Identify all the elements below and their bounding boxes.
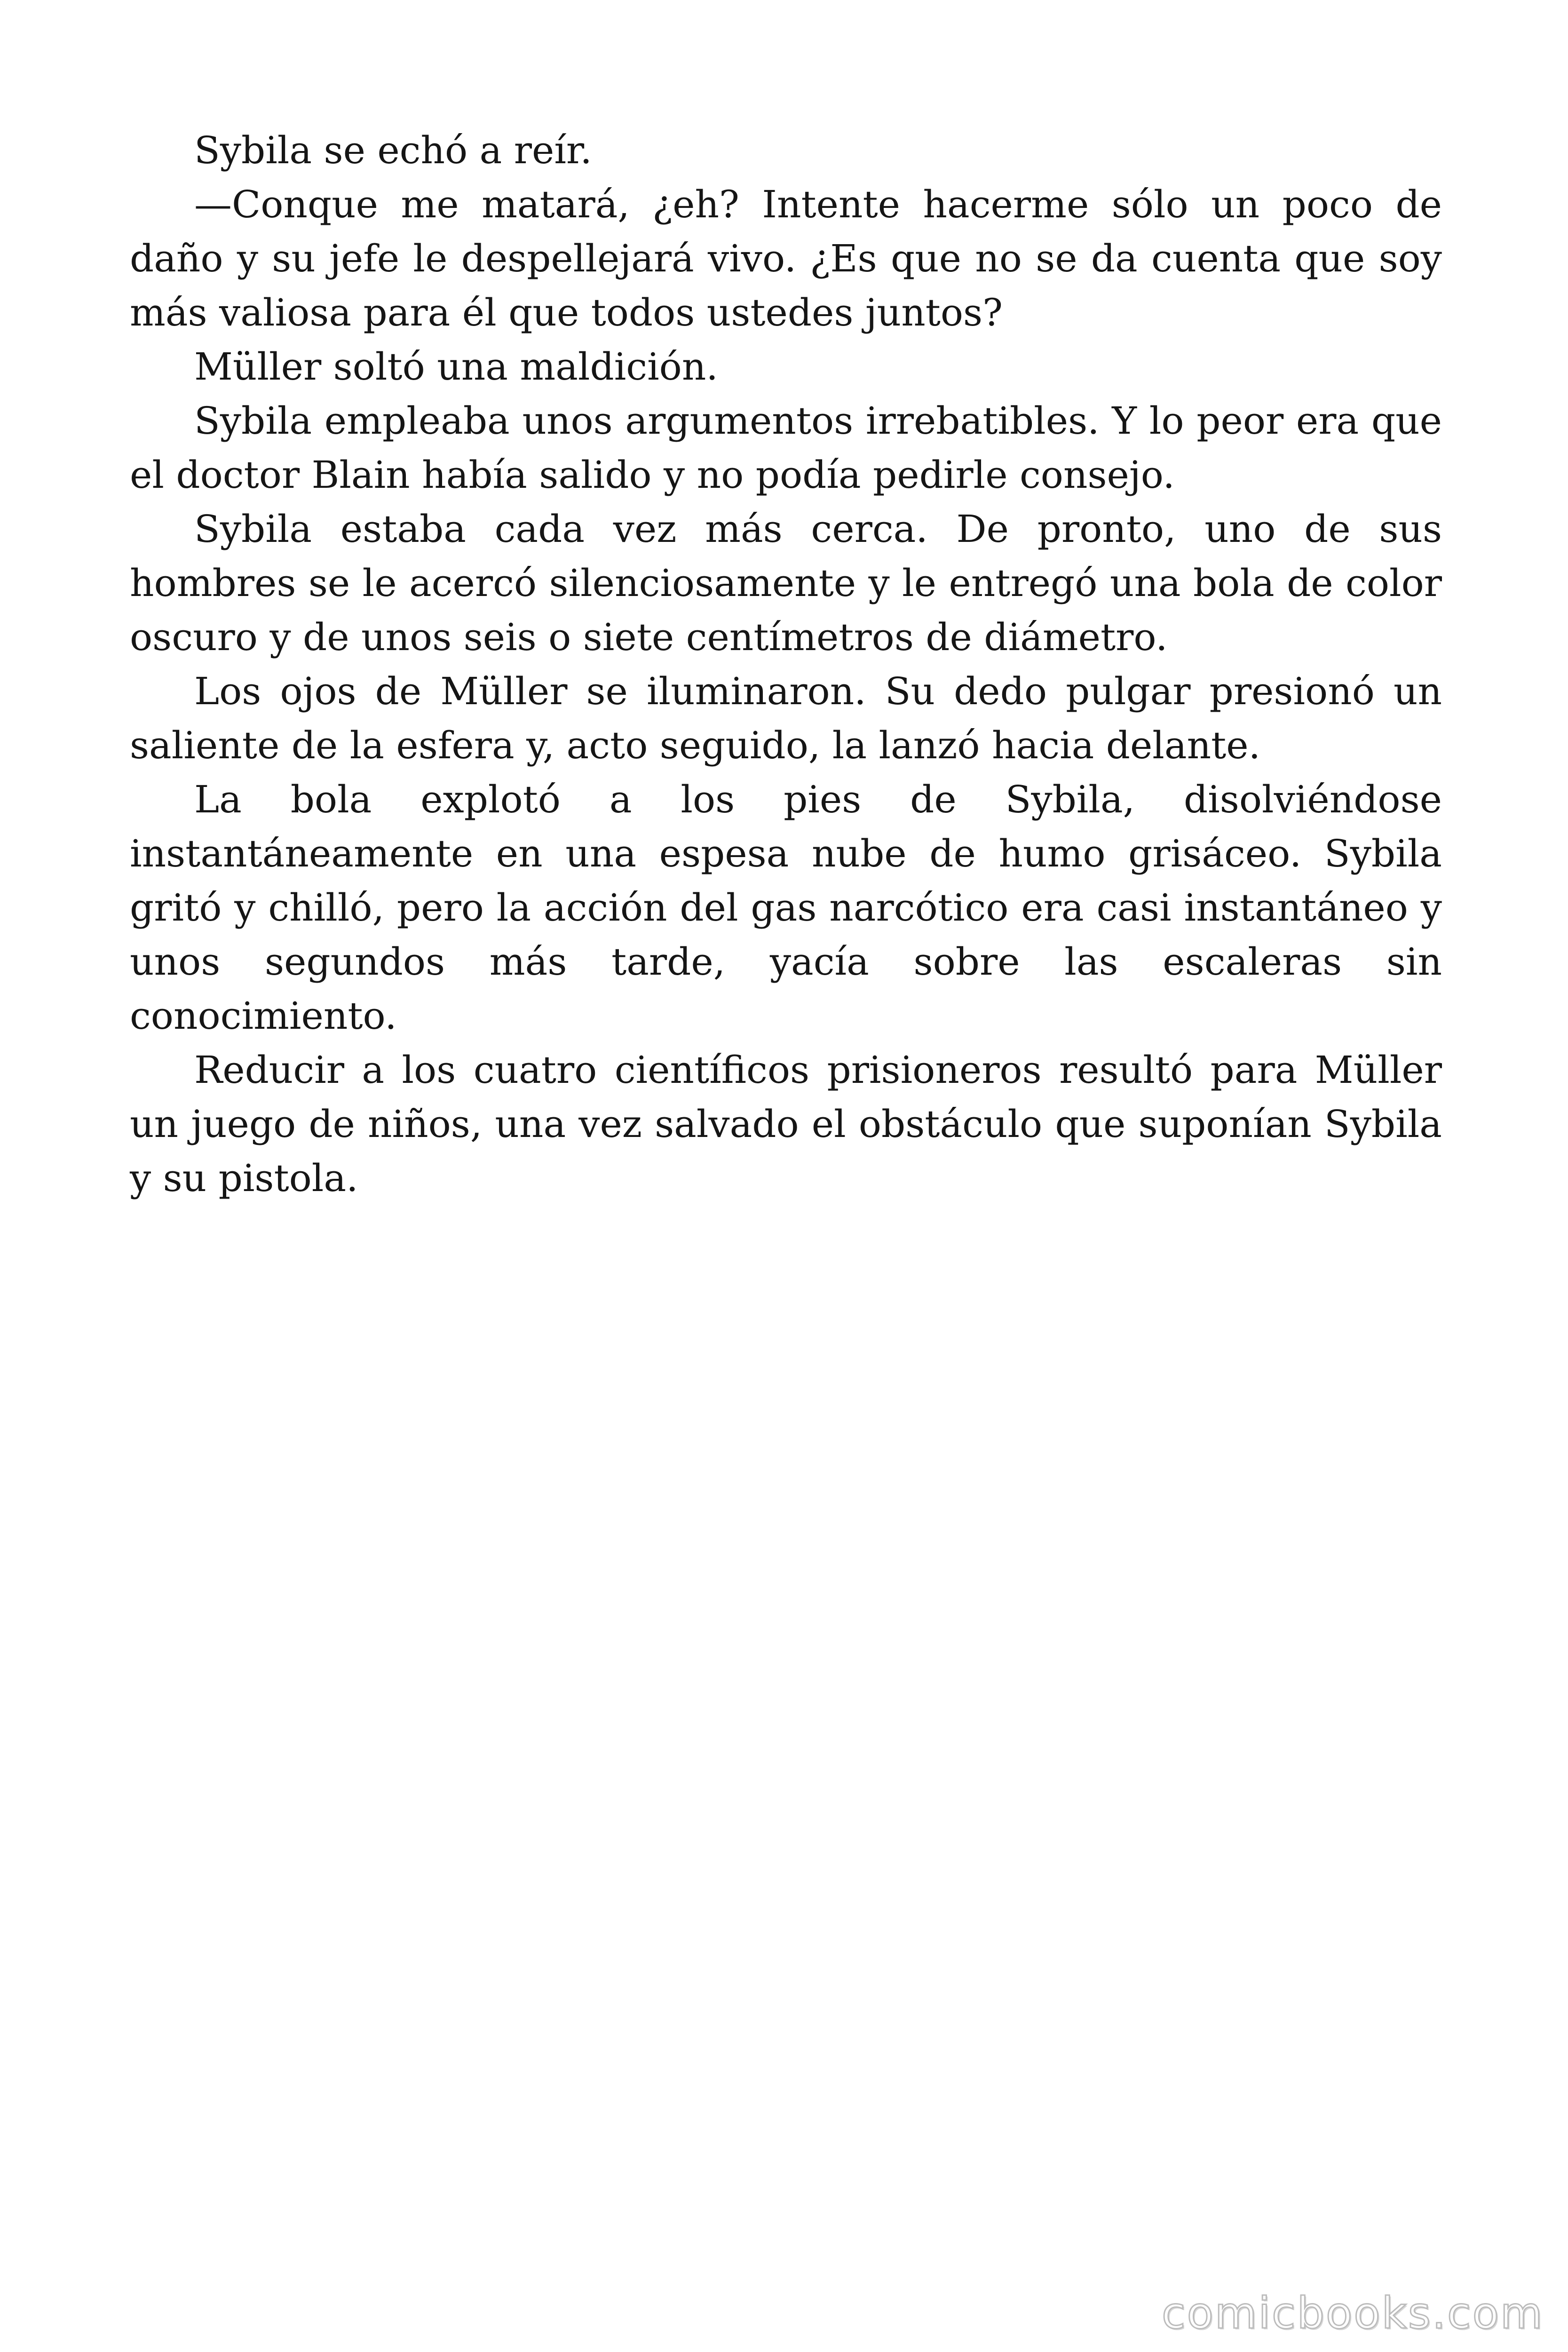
- paragraph-7: La bola explotó a los pies de Sybila, disolviéndose instantáneamente en una espesa nube de humo grisáceo. Sybila gritó y chilló, pero la acción del gas narcótico era casi instantáneo y unos segundos más tarde, yacía sobre las escaleras sin conocimiento.: [130, 778, 1442, 1038]
- paragraph-8: Reducir a los cuatro científicos prisioneros resultó para Müller un juego de niños, una vez salvado el obstáculo que suponían Sybila y su pistola.: [130, 1048, 1442, 1200]
- paragraph-6: Los ojos de Müller se iluminaron. Su dedo pulgar presionó un saliente de la esfera y, acto seguido, la lanzó hacia delante.: [130, 669, 1442, 767]
- paragraph-3: Müller soltó una maldición.: [194, 345, 718, 389]
- paragraph-1: Sybila se echó a reír.: [194, 128, 592, 172]
- watermark-text: comicbooks.com: [1162, 2288, 1544, 2338]
- paragraph-5: Sybila estaba cada vez más cerca. De pronto, uno de sus hombres se le acercó silenciosamente y le entregó una bola de color oscuro y de unos seis o siete centímetros de diámetro.: [130, 507, 1442, 659]
- page-text: [130, 123, 1442, 1205]
- paragraph-4: Sybila empleaba unos argumentos irrebatibles. Y lo peor era que el doctor Blain había salido y no podía pedirle consejo.: [130, 399, 1442, 497]
- paragraph-2: —Conque me matará, ¿eh? Intente hacerme sólo un poco de daño y su jefe le despellejará vivo. ¿Es que no se da cuenta que soy más valiosa para él que todos ustedes juntos?: [130, 183, 1442, 334]
